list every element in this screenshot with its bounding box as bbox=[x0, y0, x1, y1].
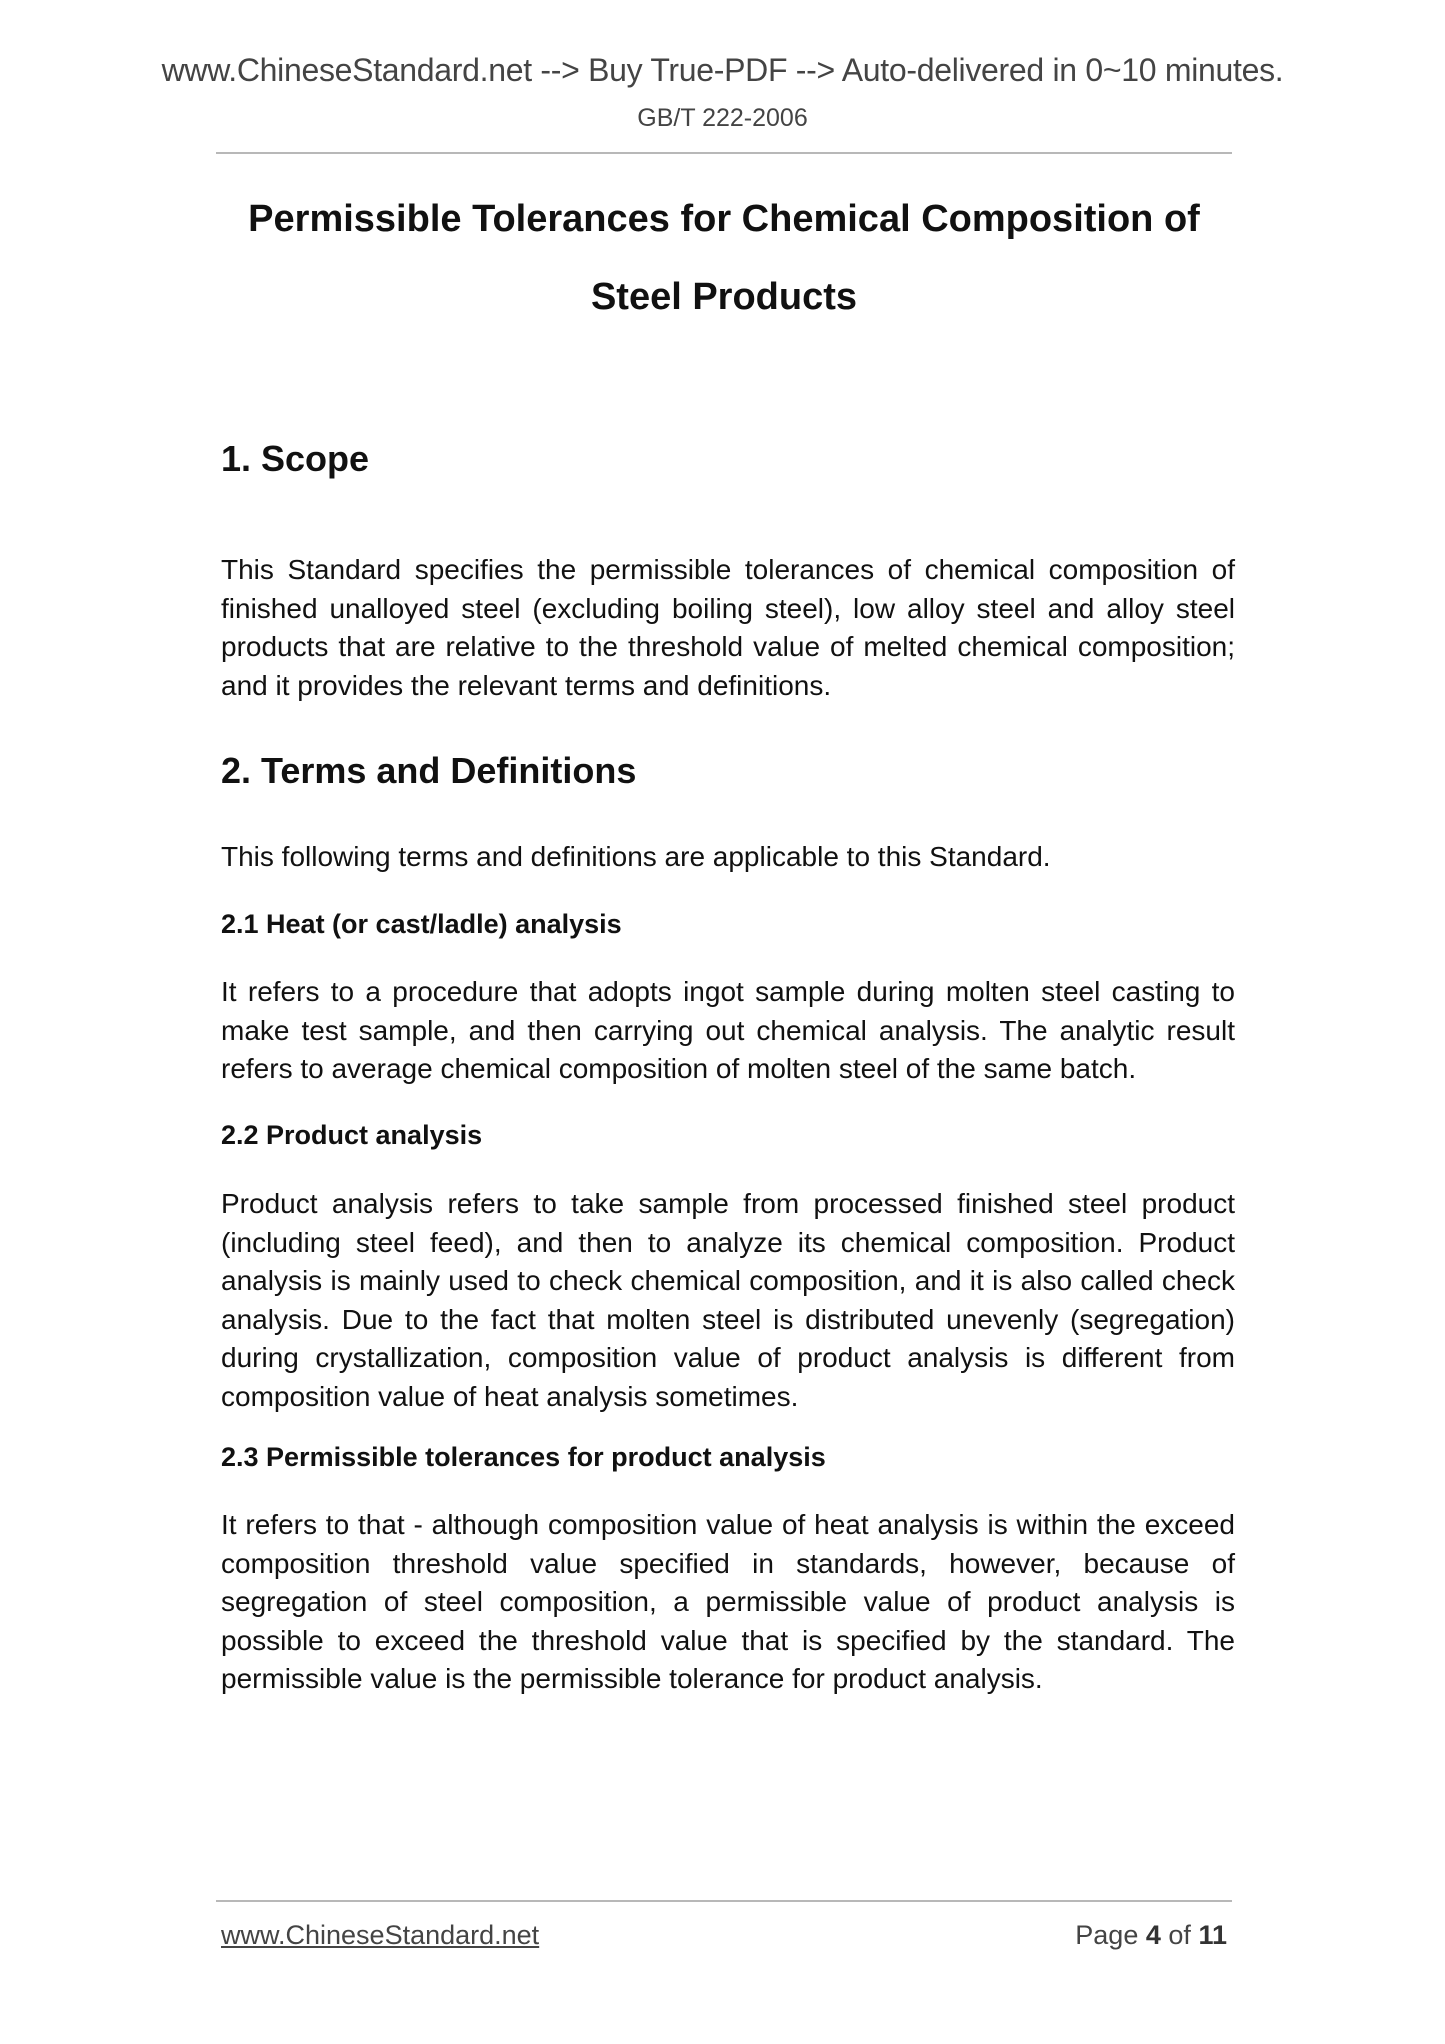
subsection-heading-2-2: 2.2 Product analysis bbox=[221, 1120, 483, 1150]
section-heading-scope: 1. Scope bbox=[221, 438, 370, 479]
subsection-heading-2-1: 2.1 Heat (or cast/ladle) analysis bbox=[221, 909, 622, 939]
section-heading-terms: 2. Terms and Definitions bbox=[221, 750, 637, 791]
document-title-line1: Permissible Tolerances for Chemical Composition of bbox=[248, 198, 1200, 240]
page-of: of bbox=[1168, 1920, 1191, 1950]
footer-divider bbox=[216, 1900, 1232, 1902]
document-title-line2: Steel Products bbox=[590, 276, 858, 318]
subsection-paragraph-2-3: It refers to that - although composition value of heat analysis is within the exceed composition threshold value specified in standards, however, because of segregation of steel composition, a permissible value of product analysis is possible to exceed the threshold value that is specified by the standard. The permissible value is the permissible tolerance for product analysis. bbox=[221, 1509, 1235, 1694]
page-current: 4 bbox=[1145, 1920, 1161, 1950]
page-indicator bbox=[1075, 1920, 1227, 1951]
page-prefix: Page bbox=[1075, 1920, 1139, 1950]
section-paragraph-terms: This following terms and definitions are applicable to this Standard. bbox=[221, 841, 1051, 872]
standard-code: GB/T 222-2006 bbox=[637, 104, 808, 132]
page-total: 11 bbox=[1198, 1920, 1227, 1950]
subsection-heading-2-3: 2.3 Permissible tolerances for product analysis bbox=[221, 1442, 826, 1472]
footer-website-link[interactable]: www.ChineseStandard.net bbox=[221, 1920, 540, 1950]
section-paragraph-scope: This Standard specifies the permissible tolerances of chemical composition of finished unalloyed steel (excluding boiling steel), low alloy steel and alloy steel products that are relative to the threshold value of melted chemical composition; and it provides the relevant terms and definitions. bbox=[221, 554, 1235, 701]
subsection-paragraph-2-2: Product analysis refers to take sample from processed finished steel product (including steel feed), and then to analyze its chemical composition. Product analysis is mainly used to check chemical composition, and it is also called check analysis. Due to the fact that molten steel is distributed unevenly (segregation) during crystallization, composition value of product analysis is different from composition value of heat analysis sometimes. bbox=[221, 1188, 1235, 1412]
header-divider bbox=[216, 152, 1232, 154]
subsection-paragraph-2-1: It refers to a procedure that adopts ingot sample during molten steel casting to make test sample, and then carrying out chemical analysis. The analytic result refers to average chemical composition of molten steel of the same batch. bbox=[221, 976, 1235, 1084]
header-banner: www.ChineseStandard.net --> Buy True-PDF --> Auto-delivered in 0~10 minutes. bbox=[161, 52, 1284, 88]
